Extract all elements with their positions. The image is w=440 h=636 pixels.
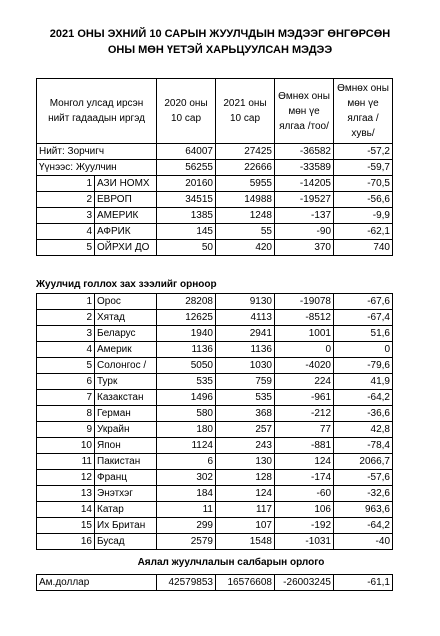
row-label: АФРИК bbox=[95, 224, 157, 240]
value-2021: 130 bbox=[216, 454, 275, 470]
value-2021: 2941 bbox=[216, 326, 275, 342]
value-diff: -192 bbox=[275, 518, 334, 534]
value-2020: 2579 bbox=[157, 534, 216, 550]
value-pct: -64,2 bbox=[334, 518, 393, 534]
value-diff: -881 bbox=[275, 438, 334, 454]
row-label: АМЕРИК bbox=[95, 208, 157, 224]
table1-row bbox=[37, 208, 393, 224]
report-title-line1: 2021 ОНЫ ЭХНИЙ 10 САРЫН ЖУУЛЧДЫН МЭДЭЭГ ӨНГӨРСӨН bbox=[49, 28, 391, 40]
row-index: 4 bbox=[37, 342, 95, 358]
row-index: 6 bbox=[37, 374, 95, 390]
table2-row bbox=[37, 438, 393, 454]
section-income-title: Аялал жуулчлалын салбарын орлого bbox=[137, 557, 325, 568]
header-visitors: Монгол улсад ирсэн нийт гадаадын иргэд bbox=[37, 79, 157, 144]
table1-row bbox=[37, 160, 393, 176]
table2-row bbox=[37, 342, 393, 358]
value-2021: 1030 bbox=[216, 358, 275, 374]
value-2021: 535 bbox=[216, 390, 275, 406]
value-diff: -33589 bbox=[275, 160, 334, 176]
row-label: Катар bbox=[95, 502, 157, 518]
value-2020: 50 bbox=[157, 240, 216, 256]
value-2021: 9130 bbox=[216, 294, 275, 310]
value-2020: 180 bbox=[157, 422, 216, 438]
value-pct: -40 bbox=[334, 534, 393, 550]
value-2020: 145 bbox=[157, 224, 216, 240]
row-label: АЗИ НОМХ bbox=[95, 176, 157, 192]
value-2020: 1940 bbox=[157, 326, 216, 342]
row-index: 8 bbox=[37, 406, 95, 422]
value-2021: 1136 bbox=[216, 342, 275, 358]
value-2021: 4113 bbox=[216, 310, 275, 326]
table1-row bbox=[37, 176, 393, 192]
value-diff: 124 bbox=[275, 454, 334, 470]
value-diff: -212 bbox=[275, 406, 334, 422]
value-2020: 64007 bbox=[157, 144, 216, 160]
value-pct: -36,6 bbox=[334, 406, 393, 422]
income-currency: Ам.доллар bbox=[37, 575, 157, 591]
value-pct: -59,7 bbox=[334, 160, 393, 176]
value-2020: 1385 bbox=[157, 208, 216, 224]
row-label: Япон bbox=[95, 438, 157, 454]
value-diff: 77 bbox=[275, 422, 334, 438]
income-table bbox=[36, 574, 393, 591]
value-2021: 420 bbox=[216, 240, 275, 256]
value-2021: 14988 bbox=[216, 192, 275, 208]
header-diff-percent: Өмнөх оны мөн үе ялгаа /хувь/ bbox=[334, 79, 393, 144]
countries-table bbox=[36, 293, 393, 550]
row-label: Франц bbox=[95, 470, 157, 486]
overview-header-row bbox=[37, 79, 393, 144]
value-2020: 12625 bbox=[157, 310, 216, 326]
table2-row bbox=[37, 406, 393, 422]
row-label: Солонгос / bbox=[95, 358, 157, 374]
value-pct: 740 bbox=[334, 240, 393, 256]
value-pct: -62,1 bbox=[334, 224, 393, 240]
value-diff: -174 bbox=[275, 470, 334, 486]
row-label: ЕВРОП bbox=[95, 192, 157, 208]
value-pct: -64,2 bbox=[334, 390, 393, 406]
header-2021: 2021 оны 10 сар bbox=[216, 79, 275, 144]
row-label: Герман bbox=[95, 406, 157, 422]
table1-row bbox=[37, 240, 393, 256]
row-label: Турк bbox=[95, 374, 157, 390]
value-2021: 1548 bbox=[216, 534, 275, 550]
header-2020: 2020 оны 10 сар bbox=[157, 79, 216, 144]
table2-row bbox=[37, 422, 393, 438]
value-2020: 28208 bbox=[157, 294, 216, 310]
blank-cell bbox=[37, 256, 157, 272]
value-2021: 5955 bbox=[216, 176, 275, 192]
value-2021: 257 bbox=[216, 422, 275, 438]
value-2020: 34515 bbox=[157, 192, 216, 208]
value-pct: -67,4 bbox=[334, 310, 393, 326]
row-index: 4 bbox=[37, 224, 95, 240]
report-title-line2: ОНЫ МӨН ҮЕТЭЙ ХАРЬЦУУЛСАН МЭДЭЭ bbox=[107, 44, 333, 56]
section-countries-title: Жуулчид голлох зах зээлийг орноор bbox=[36, 279, 217, 290]
row-label: Нийт: Зорчигч bbox=[37, 144, 157, 160]
row-label: Үүнээс: Жуулчин bbox=[37, 160, 157, 176]
value-pct: -70,5 bbox=[334, 176, 393, 192]
row-index: 3 bbox=[37, 208, 95, 224]
value-pct: -57,2 bbox=[334, 144, 393, 160]
table2-row bbox=[37, 502, 393, 518]
row-index: 13 bbox=[37, 486, 95, 502]
value-pct: -57,6 bbox=[334, 470, 393, 486]
value-2021: 117 bbox=[216, 502, 275, 518]
row-index: 5 bbox=[37, 358, 95, 374]
income-row bbox=[37, 575, 393, 591]
value-pct: 2066,7 bbox=[334, 454, 393, 470]
value-2020: 535 bbox=[157, 374, 216, 390]
table2-row bbox=[37, 390, 393, 406]
value-2021: 1248 bbox=[216, 208, 275, 224]
value-diff: -4020 bbox=[275, 358, 334, 374]
value-diff: -1031 bbox=[275, 534, 334, 550]
row-index: 5 bbox=[37, 240, 95, 256]
value-2021: 368 bbox=[216, 406, 275, 422]
table2-row bbox=[37, 374, 393, 390]
row-index: 2 bbox=[37, 192, 95, 208]
value-pct: -56,6 bbox=[334, 192, 393, 208]
row-index: 7 bbox=[37, 390, 95, 406]
row-label: Украйн bbox=[95, 422, 157, 438]
value-2021: 128 bbox=[216, 470, 275, 486]
row-label: Казакстан bbox=[95, 390, 157, 406]
value-2021: 759 bbox=[216, 374, 275, 390]
value-2020: 299 bbox=[157, 518, 216, 534]
value-diff: -961 bbox=[275, 390, 334, 406]
value-2020: 1136 bbox=[157, 342, 216, 358]
income-diff: -26003245 bbox=[275, 575, 334, 591]
value-pct: -9,9 bbox=[334, 208, 393, 224]
table2-row bbox=[37, 518, 393, 534]
value-2020: 1124 bbox=[157, 438, 216, 454]
value-diff: 106 bbox=[275, 502, 334, 518]
table2-row bbox=[37, 454, 393, 470]
row-index: 2 bbox=[37, 310, 95, 326]
value-2020: 302 bbox=[157, 470, 216, 486]
value-diff: 370 bbox=[275, 240, 334, 256]
value-pct: 51,6 bbox=[334, 326, 393, 342]
row-label: Энэтхэг bbox=[95, 486, 157, 502]
value-pct: -78,4 bbox=[334, 438, 393, 454]
income-pct: -61,1 bbox=[334, 575, 393, 591]
value-2020: 11 bbox=[157, 502, 216, 518]
value-diff: -14205 bbox=[275, 176, 334, 192]
blank-cell bbox=[216, 256, 275, 272]
value-2021: 22666 bbox=[216, 160, 275, 176]
row-index: 1 bbox=[37, 294, 95, 310]
value-2021: 27425 bbox=[216, 144, 275, 160]
income-2020: 42579853 bbox=[157, 575, 216, 591]
value-2020: 20160 bbox=[157, 176, 216, 192]
row-index: 14 bbox=[37, 502, 95, 518]
value-pct: 42,8 bbox=[334, 422, 393, 438]
row-label: Бусад bbox=[95, 534, 157, 550]
row-index: 1 bbox=[37, 176, 95, 192]
blank-cell bbox=[275, 256, 334, 272]
row-label: Их Британ bbox=[95, 518, 157, 534]
value-diff: -137 bbox=[275, 208, 334, 224]
value-2020: 184 bbox=[157, 486, 216, 502]
table2-row bbox=[37, 294, 393, 310]
value-2020: 5050 bbox=[157, 358, 216, 374]
row-label: Беларус bbox=[95, 326, 157, 342]
table2-row bbox=[37, 310, 393, 326]
row-label: Хятад bbox=[95, 310, 157, 326]
value-diff: -60 bbox=[275, 486, 334, 502]
blank-cell bbox=[334, 256, 393, 272]
overview-blank-row bbox=[37, 256, 393, 272]
value-pct: -79,6 bbox=[334, 358, 393, 374]
row-index: 12 bbox=[37, 470, 95, 486]
value-2021: 107 bbox=[216, 518, 275, 534]
overview-table bbox=[36, 78, 393, 271]
value-diff: -19078 bbox=[275, 294, 334, 310]
value-diff: 224 bbox=[275, 374, 334, 390]
value-pct: 0 bbox=[334, 342, 393, 358]
value-2021: 55 bbox=[216, 224, 275, 240]
value-pct: 41,9 bbox=[334, 374, 393, 390]
value-2021: 124 bbox=[216, 486, 275, 502]
value-pct: 963,6 bbox=[334, 502, 393, 518]
value-diff: -36582 bbox=[275, 144, 334, 160]
value-diff: 1001 bbox=[275, 326, 334, 342]
row-index: 11 bbox=[37, 454, 95, 470]
table2-row bbox=[37, 326, 393, 342]
table1-row bbox=[37, 224, 393, 240]
value-diff: -90 bbox=[275, 224, 334, 240]
row-index: 10 bbox=[37, 438, 95, 454]
value-diff: 0 bbox=[275, 342, 334, 358]
table2-row bbox=[37, 534, 393, 550]
table2-row bbox=[37, 470, 393, 486]
row-index: 3 bbox=[37, 326, 95, 342]
value-2020: 56255 bbox=[157, 160, 216, 176]
value-2020: 6 bbox=[157, 454, 216, 470]
table1-row bbox=[37, 192, 393, 208]
value-pct: -67,6 bbox=[334, 294, 393, 310]
row-label: ОЙРХИ ДО bbox=[95, 240, 157, 256]
value-2020: 1496 bbox=[157, 390, 216, 406]
blank-cell bbox=[157, 256, 216, 272]
table2-row bbox=[37, 486, 393, 502]
value-diff: -8512 bbox=[275, 310, 334, 326]
value-2021: 243 bbox=[216, 438, 275, 454]
value-pct: -32,6 bbox=[334, 486, 393, 502]
header-diff-count: Өмнөх оны мөн үе ялгаа /тоо/ bbox=[275, 79, 334, 144]
table2-row bbox=[37, 358, 393, 374]
table1-row bbox=[37, 144, 393, 160]
income-2021: 16576608 bbox=[216, 575, 275, 591]
value-2020: 580 bbox=[157, 406, 216, 422]
row-index: 15 bbox=[37, 518, 95, 534]
row-label: Орос bbox=[95, 294, 157, 310]
row-label: Америк bbox=[95, 342, 157, 358]
row-index: 9 bbox=[37, 422, 95, 438]
row-label: Пакистан bbox=[95, 454, 157, 470]
row-index: 16 bbox=[37, 534, 95, 550]
value-diff: -19527 bbox=[275, 192, 334, 208]
